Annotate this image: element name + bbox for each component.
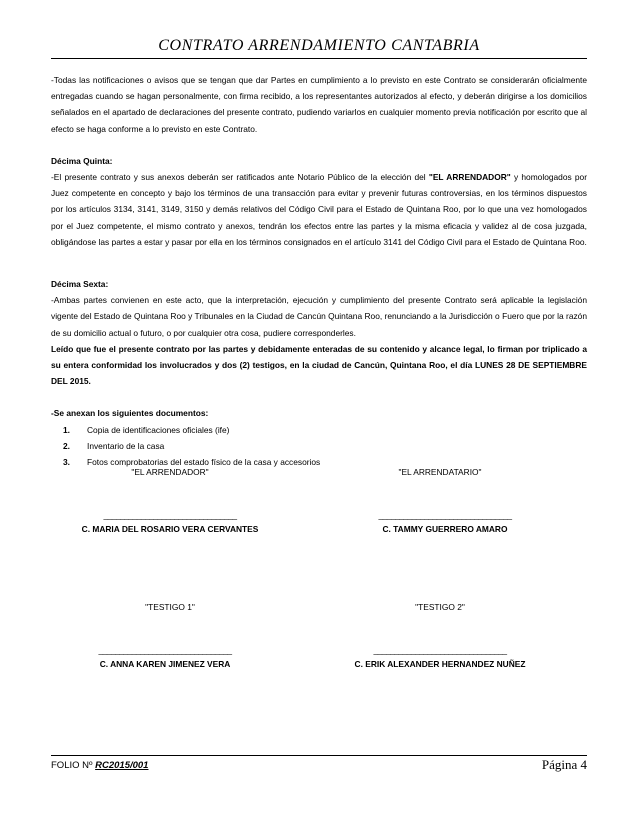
section-title-quinta: Décima Quinta: (51, 155, 113, 166)
signature-line-testigo2: ________________________________ (373, 645, 507, 655)
signature-name-arrendatario: C. TAMMY GUERRERO AMARO (382, 524, 508, 534)
page-number: Página 4 (541, 757, 587, 772)
signature-line-testigo1: ________________________________ (98, 645, 232, 655)
document-title: CONTRATO ARRENDAMIENTO CANTABRIA (158, 37, 480, 54)
document-body (51, 72, 587, 470)
signature-name-arrendador: C. MARIA DEL ROSARIO VERA CERVANTES (81, 524, 259, 534)
intro-paragraph: -Todas las notificaciones o avisos que se tengan que dar Partes en cumplimiento a lo previsto en este Contrato se considerarán oficialmente entregadas cuando se hagan personalmente, con firma recibido, a los representantes autorizados al efecto, y deberán dirigirse a los domicilios señalados en el apartado de declaraciones del presente contrato, pudiendo variarlos en cualquier momento previa notificación por escrito que al efecto se haga conforme a lo previsto en este Contrato. (51, 75, 587, 134)
closing-statement: Leído que fue el presente contrato por las partes y debidamente enteradas de su contenido y alcance legal, lo firman por triplicado a su entera conformidad los involucrados y dos (2) testigos, en la ciudad de Cancún, Quintana Roo, el día LUNES 28 DE SEPTIEMBRE DEL 2015. (51, 343, 587, 387)
header-divider (51, 58, 587, 59)
signature-line-arrendador: ________________________________ (103, 510, 237, 520)
signature-name-testigo2: C. ERIK ALEXANDER HERNANDEZ NUÑEZ (354, 659, 526, 669)
signature-role-arrendador: "EL ARRENDADOR" (131, 467, 209, 477)
attachments-title: -Se anexan los siguientes documentos: (51, 408, 209, 419)
list-item: 2. Inventario de la casa (63, 440, 165, 451)
section-title-sexta: Décima Sexta: (51, 279, 109, 290)
arrendador-emphasis: "EL ARRENDADOR" (428, 172, 511, 183)
folio-number: FOLIO Nº RC2015/001 (51, 760, 149, 771)
signature-role-arrendatario: "EL ARRENDATARIO" (398, 467, 482, 477)
attachments-list (51, 422, 587, 471)
signature-role-testigo2: "TESTIGO 2" (415, 602, 465, 612)
list-item: 3. Fotos comprobatorias del estado físico de la casa y accesorios (63, 457, 321, 468)
section-text-sexta: -Ambas partes convienen en este acto, que la interpretación, ejecución y cumplimiento del presente Contrato será aplicable la legislación vigente del Estado de Quintana Roo y Tribunales en la Ciudad de Cancún Quintana Roo, renunciando a la Jurisdicción o Fuero que por la razón de su domicilio actual o futuro, o por cualquier otra cosa, pudiere corresponderles. (51, 295, 587, 338)
signature-name-testigo1: C. ANNA KAREN JIMENEZ VERA (99, 659, 231, 669)
footer-divider (51, 755, 587, 756)
list-item: 1. Copia de identificaciones oficiales (ife) (63, 424, 230, 435)
signature-role-testigo1: "TESTIGO 1" (145, 602, 195, 612)
section-text-quinta: -El presente contrato y sus anexos deberán ser ratificados ante Notario Público de la elección del "EL ARRENDADOR" y homologados por Juez competente en concepto y bajo los términos de una transacción para evitar y prevenir futuras controversias, en los términos dispuestos por los artículos 3134, 3141, 3149, 3150 y demás relativos del Código Civil para el Estado de Quintana Roo, por lo que una vez homologados por el Juez competente, el mismo contrato y anexos, tendrán los efectos entre las partes y la misma eficacia y validez al de cosa juzgada, obligándose las partes a estar y pasar por ella en los términos consignados en el artículo 3141 del Código Civil para el Estado de Quintana Roo. (51, 172, 588, 247)
signature-line-arrendatario: ________________________________ (378, 510, 512, 520)
folio-code: RC2015/001 (95, 760, 149, 771)
